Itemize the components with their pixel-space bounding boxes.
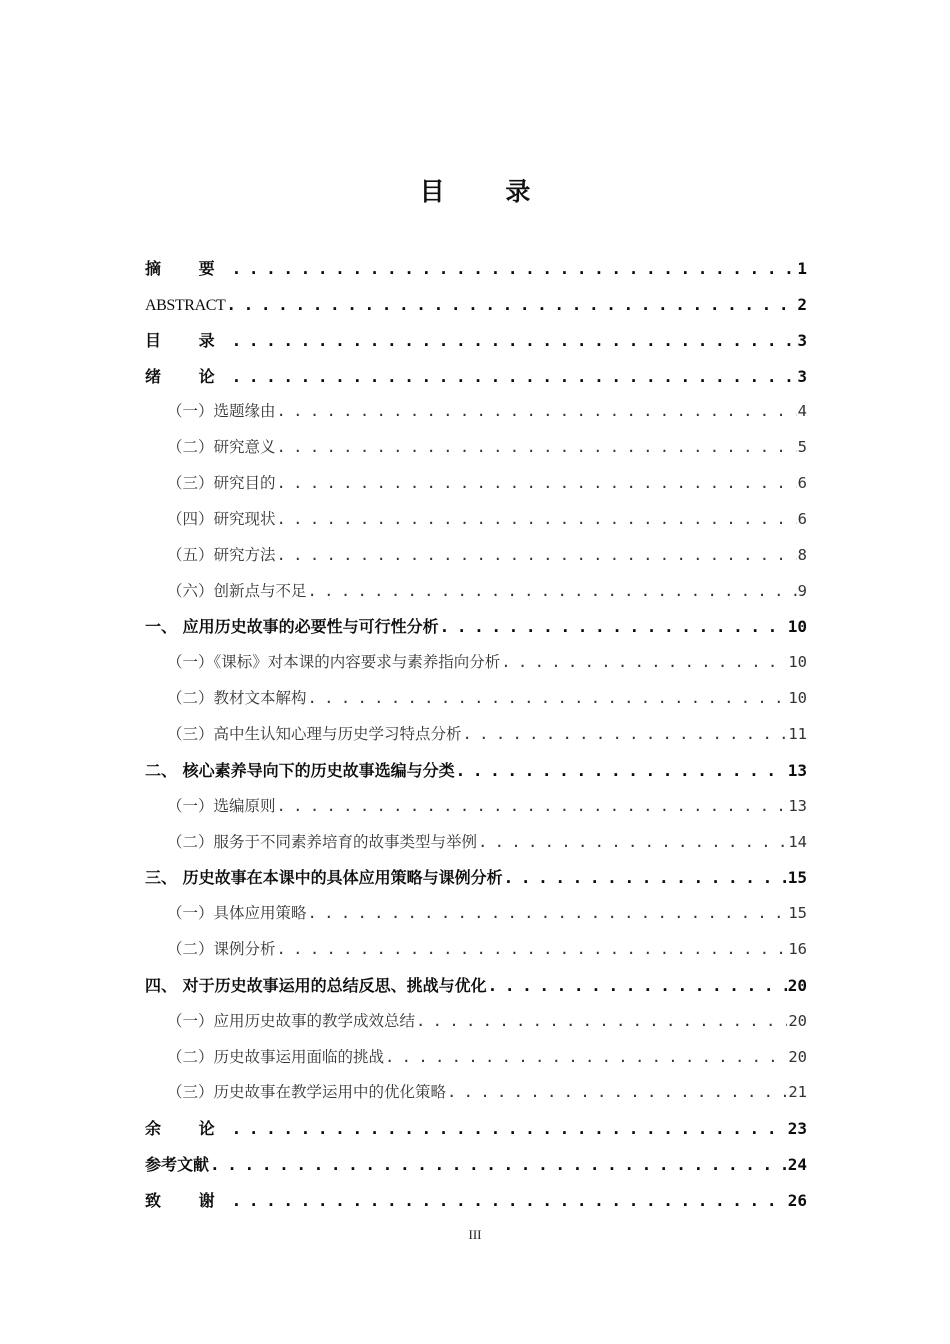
toc-entry-page-number: 6: [797, 509, 807, 528]
toc-entry-section[interactable]: [145, 681, 807, 717]
toc-entry-page-number: 5: [797, 438, 807, 457]
toc-leader-dots: [385, 1040, 787, 1076]
toc-entry-page-number: 16: [788, 940, 807, 959]
toc-entry-label: （二）服务于不同素养培育的故事类型与举例: [167, 832, 478, 851]
toc-entry-label: （三）研究目的: [167, 474, 276, 493]
toc-entry-page-number: 9: [797, 581, 807, 600]
toc-entry-label: 一、 应用历史故事的必要性与可行性分析: [145, 617, 439, 637]
toc-entry-section[interactable]: [145, 717, 807, 753]
toc-entry-page-number: 23: [787, 1119, 807, 1139]
toc-entry-label: （二）教材文本解构: [167, 689, 307, 708]
toc-entry-page-number: 4: [797, 402, 807, 421]
toc-leader-dots: [232, 1183, 787, 1219]
toc-entry-label: （四）研究现状: [167, 509, 276, 528]
toc-leader-dots: [504, 860, 787, 896]
toc-entry-label: 二、 核心素养导向下的历史故事选编与分类: [145, 760, 455, 780]
footer-page-number: III: [468, 1227, 482, 1242]
toc-entry-label: （五）研究方法: [167, 545, 276, 564]
toc-entry-chapter[interactable]: [145, 251, 807, 287]
toc-entry-page-number: 20: [788, 1011, 807, 1030]
toc-entry-label: （三）高中生认知心理与历史学习特点分析: [167, 724, 462, 743]
toc-entry-page-number: 21: [788, 1083, 807, 1102]
toc-leader-dots: [478, 825, 787, 861]
toc-leader-dots: [501, 645, 787, 681]
toc-entry-page-number: 13: [788, 796, 807, 815]
toc-entry-label: （二）研究意义: [167, 438, 276, 457]
toc-entry-section[interactable]: [145, 574, 807, 610]
toc-entry-page-number: 6: [797, 474, 807, 493]
toc-leader-dots: [440, 609, 787, 645]
toc-leader-dots: [277, 932, 788, 968]
toc-leader-dots: [416, 1004, 787, 1040]
toc-leader-dots: [226, 287, 796, 323]
toc-entry-chapter[interactable]: [145, 753, 807, 789]
toc-leader-dots: [456, 753, 787, 789]
toc-entry-page-number: 3: [797, 366, 807, 386]
toc-entry-section[interactable]: [145, 538, 807, 574]
toc-entry-section[interactable]: [145, 394, 807, 430]
toc-leader-dots: [232, 323, 797, 359]
page-title: 目 录: [419, 177, 557, 206]
toc-leader-dots: [488, 968, 787, 1004]
toc-entry-page-number: 24: [787, 1155, 807, 1175]
toc-leader-dots: [277, 466, 797, 502]
toc-entry-page-number: 15: [787, 868, 807, 888]
toc-entry-chapter[interactable]: [145, 287, 807, 323]
toc-entry-section[interactable]: [145, 645, 807, 681]
toc-leader-dots: [463, 717, 788, 753]
toc-entry-chapter[interactable]: [145, 1147, 807, 1183]
toc-entry-page-number: 26: [787, 1190, 807, 1210]
toc-entry-page-number: 8: [797, 545, 807, 564]
toc-entry-section[interactable]: [145, 789, 807, 825]
toc-entry-page-number: 10: [787, 617, 807, 637]
toc-entry-page-number: 13: [787, 760, 807, 780]
toc-entry-label: （一）具体应用策略: [167, 904, 307, 923]
toc-leader-dots: [210, 1147, 787, 1183]
toc-entry-label: 绪 论: [145, 366, 231, 386]
toc-leader-dots: [277, 538, 797, 574]
toc-leader-dots: [277, 502, 797, 538]
toc-entry-label: （一）《课标》对本课的内容要求与素养指向分析: [167, 653, 501, 672]
toc-entry-section[interactable]: [145, 1004, 807, 1040]
toc-entry-label: 摘 要: [145, 259, 231, 278]
toc-leader-dots: [308, 574, 797, 610]
toc-entry-page-number: 20: [787, 975, 807, 995]
toc-entry-chapter[interactable]: [145, 1111, 807, 1147]
toc-entry-chapter[interactable]: [145, 323, 807, 359]
toc-entry-section[interactable]: [145, 502, 807, 538]
toc-entry-label: （六）创新点与不足: [167, 581, 307, 600]
toc-entry-page-number: 10: [788, 653, 807, 672]
table-of-contents: [145, 251, 807, 1219]
toc-entry-label: （一）选题缘由: [167, 402, 276, 421]
toc-entry-label: 三、 历史故事在本课中的具体应用策略与课例分析: [145, 868, 503, 888]
toc-entry-section[interactable]: [145, 825, 807, 861]
toc-entry-page-number: 11: [788, 724, 807, 743]
toc-entry-section[interactable]: [145, 1075, 807, 1111]
toc-entry-page-number: 15: [788, 904, 807, 923]
toc-entry-label: 致 谢: [145, 1190, 231, 1210]
toc-entry-page-number: 20: [788, 1047, 807, 1066]
toc-leader-dots: [232, 251, 797, 287]
toc-entry-page-number: 1: [797, 259, 807, 278]
toc-entry-label: （三）历史故事在教学运用中的优化策略: [167, 1083, 447, 1102]
toc-entry-chapter[interactable]: [145, 359, 807, 395]
toc-entry-section[interactable]: [145, 466, 807, 502]
toc-entry-chapter[interactable]: [145, 1183, 807, 1219]
toc-leader-dots: [277, 789, 788, 825]
toc-entry-label: 余 论: [145, 1119, 231, 1139]
toc-entry-label: ABSTRACT: [145, 296, 226, 314]
toc-entry-chapter[interactable]: [145, 609, 807, 645]
toc-leader-dots: [232, 359, 797, 395]
toc-leader-dots: [308, 681, 788, 717]
toc-entry-section[interactable]: [145, 932, 807, 968]
toc-entry-label: （一）选编原则: [167, 796, 276, 815]
toc-entry-chapter[interactable]: [145, 860, 807, 896]
toc-entry-section[interactable]: [145, 430, 807, 466]
toc-entry-page-number: 2: [797, 294, 807, 314]
toc-entry-page-number: 10: [788, 689, 807, 708]
toc-entry-page-number: 3: [797, 330, 807, 350]
toc-entry-label: 目 录: [145, 330, 231, 350]
toc-leader-dots: [232, 1111, 787, 1147]
toc-entry-label: 参考文献: [145, 1155, 210, 1175]
toc-entry-chapter[interactable]: [145, 968, 807, 1004]
toc-entry-label: 四、 对于历史故事运用的总结反思、挑战与优化: [145, 975, 487, 995]
toc-entry-label: （二）课例分析: [167, 940, 276, 959]
toc-entry-section[interactable]: [145, 1040, 807, 1076]
toc-entry-section[interactable]: [145, 896, 807, 932]
toc-leader-dots: [277, 430, 797, 466]
toc-leader-dots: [308, 896, 788, 932]
toc-leader-dots: [447, 1075, 787, 1111]
toc-entry-label: （二）历史故事运用面临的挑战: [167, 1047, 385, 1066]
toc-entry-page-number: 14: [788, 832, 807, 851]
toc-leader-dots: [277, 394, 797, 430]
toc-entry-label: （一）应用历史故事的教学成效总结: [167, 1011, 416, 1030]
